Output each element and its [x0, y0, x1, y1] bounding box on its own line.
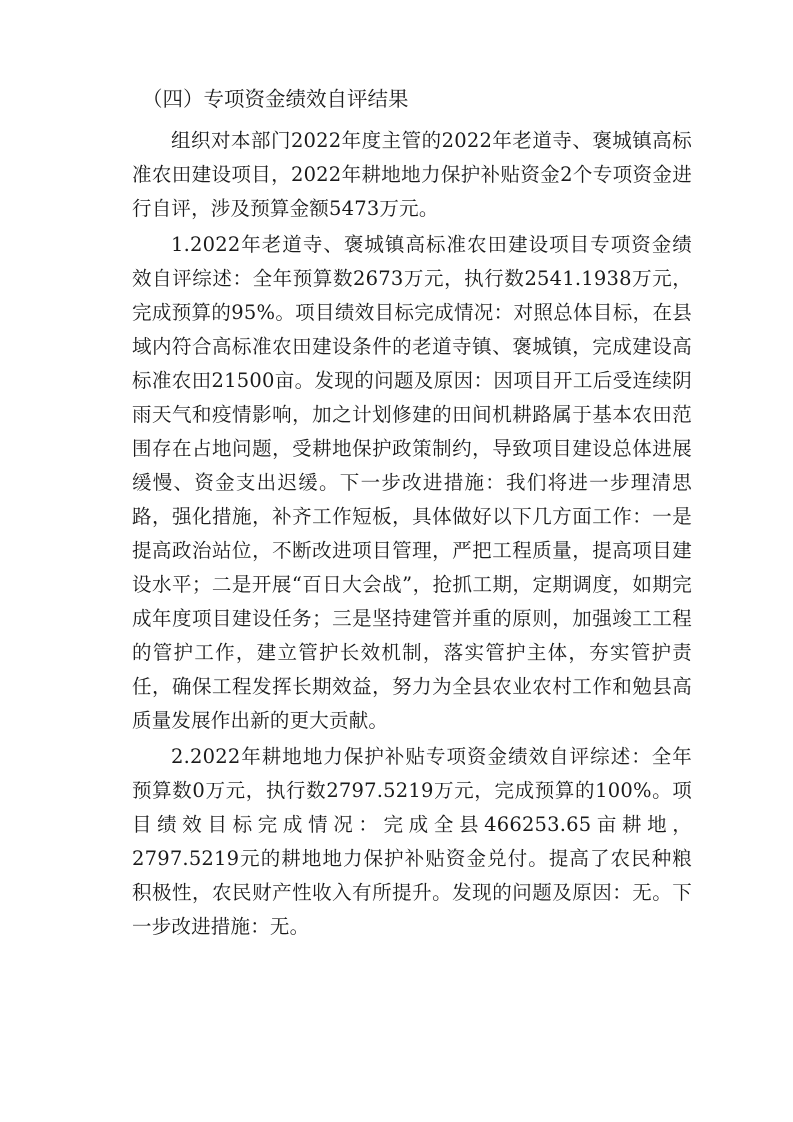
- paragraph-overview: 组织对本部门2022年度主管的2022年老道寺、褒城镇高标准农田建设项目，2022年耕地地力保护补贴资金2个专项资金进行自评，涉及预算金额5473万元。: [132, 129, 692, 220]
- paragraph-farmland-project: 1.2022年老道寺、褒城镇高标准农田建设项目专项资金绩效自评综述：全年预算数2673万元，执行数2541.1938万元，完成预算的95%。项目绩效目标完成情况：对照总体目标，在县域内符合高标准农田建设条件的老道寺镇、褒城镇，完成建设高标准农田21500亩。发现的问题及原因：因项目开工后受连续阴雨天气和疫情影响，加之计划修建的田间机耕路属于基本农田范围存在占地问题，受耕地保护政策制约，导致项目建设总体进展缓慢、资金支出迟缓。下一步改进措施：我们将进一步理清思路，强化措施，补齐工作短板，具体做好以下几方面工作：一是提高政治站位，不断改进项目管理，严把工程质量，提高项目建设水平；二是开展“百日大会战”，抢抓工期，定期调度，如期完成年度项目建设任务；三是坚持建管并重的原则，加强竣工工程的管护工作，建立管护长效机制，落实管护主体，夯实管护责任，确保工程发挥长期效益，努力为全县农业农村工作和勉县高质量发展作出新的更大贡献。: [132, 233, 692, 732]
- document-body: [132, 82, 692, 944]
- paragraph-subsidy-fund: 2.2022年耕地地力保护补贴专项资金绩效自评综述：全年预算数0万元，执行数2797.5219万元，完成预算的100%。项目绩效目标完成情况：完成全县466253.65亩耕地，2797.5219元的耕地地力保护补贴资金兑付。提高了农民种粮积极性，农民财产性收入有所提升。发现的问题及原因：无。下一步改进措施：无。: [132, 745, 692, 938]
- section-heading: （四）专项资金绩效自评结果: [142, 87, 409, 111]
